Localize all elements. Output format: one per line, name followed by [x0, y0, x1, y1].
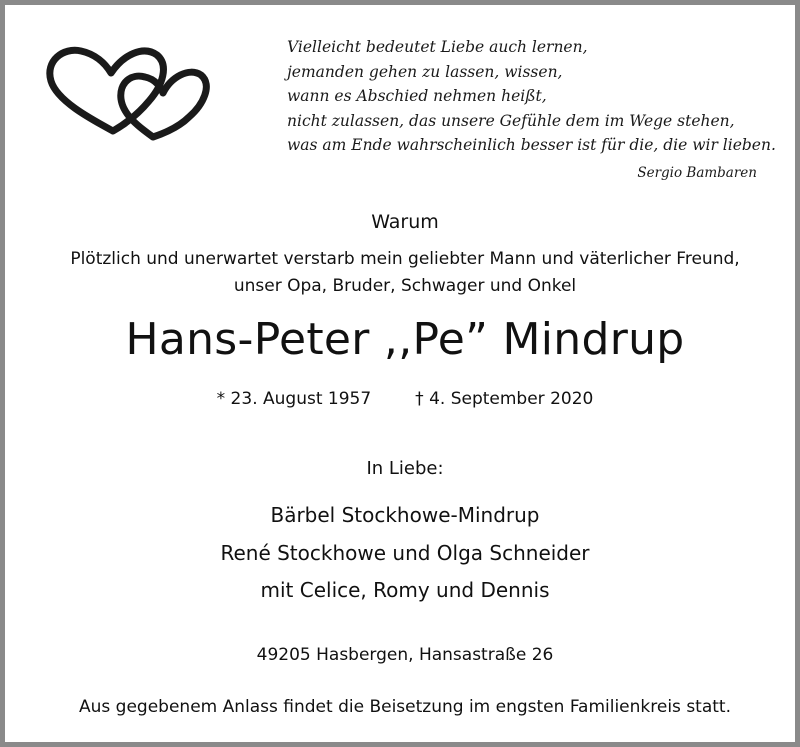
left-heart-outline: [50, 50, 164, 131]
intro-line-1: Plötzlich und unerwartet verstarb mein geliebter Mann und väterlicher Freund,: [70, 249, 740, 269]
poem-line: nicht zulassen, das unsere Gefühle dem im Wege stehen,: [287, 111, 735, 130]
poem-line: Vielleicht bedeutet Liebe auch lernen,: [287, 38, 588, 56]
mourner-name: Bärbel Stockhowe-Mindrup: [270, 503, 540, 527]
deceased-name: Hans-Peter ,,Pe” Mindrup: [125, 314, 685, 365]
poem: [287, 35, 787, 158]
mourner-name: mit Celice, Romy und Dennis: [260, 578, 550, 602]
poem-line: jemanden gehen zu lassen, wissen,: [287, 62, 563, 81]
family-address: 49205 Hasbergen, Hansastraße 26: [256, 645, 554, 665]
poem-author: Sergio Bambaren: [637, 165, 757, 181]
mourner-name: René Stockhowe und Olga Schneider: [220, 540, 590, 565]
two-hearts-icon: [43, 41, 211, 143]
death-date: † 4. September 2020: [415, 389, 594, 409]
mourners-list: [5, 497, 800, 610]
life-dates: [5, 389, 800, 409]
announcement-intro: [5, 246, 800, 300]
funeral-notice: Aus gegebenem Anlass findet die Beisetzung im engsten Familienkreis statt.: [79, 697, 731, 717]
intro-line-2: unser Opa, Bruder, Schwager und Onkel: [233, 276, 577, 296]
poem-line: wann es Abschied nehmen heißt,: [287, 87, 547, 105]
announcement-heading: Warum: [371, 211, 439, 233]
poem-line: was am Ende wahrscheinlich besser ist für die, die wir lieben.: [287, 136, 776, 154]
mourners-heading: In Liebe:: [366, 458, 444, 479]
birth-date: * 23. August 1957: [216, 389, 372, 409]
